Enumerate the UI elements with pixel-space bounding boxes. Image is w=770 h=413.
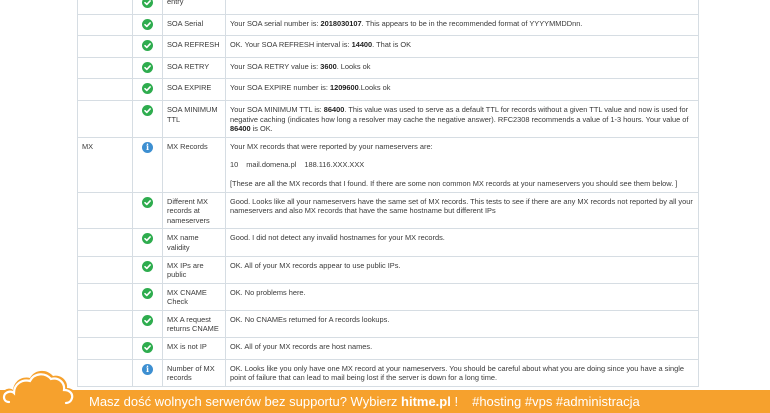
result-value: 2018030107 bbox=[320, 18, 362, 28]
result-text: OK. All of your MX records are host names. bbox=[230, 342, 373, 352]
result-fragment: OK. Your SOA REFRESH interval is: bbox=[230, 40, 352, 50]
status-cell bbox=[133, 256, 163, 283]
test-result bbox=[226, 338, 699, 360]
test-result bbox=[226, 0, 699, 14]
dns-report-table bbox=[77, 0, 699, 387]
result-text bbox=[230, 83, 694, 93]
status-cell bbox=[133, 359, 163, 386]
mx-host: mail.domena.pl bbox=[246, 160, 297, 170]
result-value: 86400 bbox=[230, 124, 251, 134]
test-name: MX is not IP bbox=[163, 338, 226, 360]
result-fragment: . Looks ok bbox=[336, 61, 371, 71]
result-fragment: Your SOA RETRY value is: bbox=[230, 61, 321, 71]
status-cell bbox=[133, 57, 163, 79]
report-rows bbox=[78, 0, 699, 386]
test-name: SOA EXPIRE bbox=[163, 79, 226, 101]
result-fragment: .Looks ok bbox=[358, 83, 391, 93]
table-row bbox=[78, 359, 699, 386]
status-cell bbox=[133, 36, 163, 58]
result-text: OK. No CNAMEs returned for A records lookups. bbox=[230, 314, 390, 324]
banner-tags: #hosting #vps #administracja bbox=[472, 394, 640, 409]
result-fragment: . This appears to be in the recommended format of YYYYMMDDnn. bbox=[361, 18, 583, 28]
test-name: Number of MX records bbox=[163, 359, 226, 386]
check-icon bbox=[142, 62, 153, 73]
result-text: OK. All of your MX records appear to use public IPs. bbox=[230, 260, 401, 270]
result-text: OK. Looks like you only have one MX record at your nameservers. You should be careful about what you are doing since you have a single point of failure that can lead to mail being lost if the server is down for a long time. bbox=[230, 363, 684, 383]
status-cell bbox=[133, 192, 163, 229]
test-name: entry bbox=[163, 0, 226, 14]
table-row bbox=[78, 57, 699, 79]
result-text bbox=[230, 62, 694, 72]
test-result bbox=[226, 14, 699, 36]
test-name: SOA MINIMUM TTL bbox=[163, 100, 226, 137]
result-fragment: is OK. bbox=[250, 124, 273, 134]
check-icon bbox=[142, 83, 153, 94]
result-fragment: Your SOA EXPIRE number is: bbox=[230, 83, 330, 93]
banner-after: ! bbox=[450, 394, 459, 409]
category-cell bbox=[78, 36, 133, 58]
check-icon bbox=[142, 342, 153, 353]
mx-record bbox=[230, 160, 694, 170]
test-result bbox=[226, 79, 699, 101]
status-cell bbox=[133, 0, 163, 14]
table-row bbox=[78, 229, 699, 256]
category-cell bbox=[78, 229, 133, 256]
result-text: Good. Looks like all your nameservers have the same set of MX records. This tests to see if there are any MX records not reported by all your nameservers and also MX records that have the same hostname but different IPs bbox=[230, 196, 693, 216]
status-cell bbox=[133, 338, 163, 360]
cloud-icon bbox=[0, 362, 78, 413]
category-cell bbox=[78, 192, 133, 229]
table-row bbox=[78, 310, 699, 337]
test-name: MX CNAME Check bbox=[163, 283, 226, 310]
test-result bbox=[226, 310, 699, 337]
mx-note: [These are all the MX records that I found. If there are some non common MX records at your nameservers you should see them below. ] bbox=[230, 178, 678, 188]
table-row bbox=[78, 338, 699, 360]
result-text: OK. No problems here. bbox=[230, 287, 306, 297]
category-cell bbox=[78, 256, 133, 283]
result-fragment: . This value was used to serve as a default TTL for records without a given TTL value and now is used for negative caching (indicates how long a resolver may cache the negative answer). RFC2308 recommends a value of 1-3 hours. Your value of bbox=[230, 104, 689, 124]
result-value: 14400 bbox=[351, 40, 373, 50]
category-cell: MX bbox=[78, 137, 133, 192]
result-text bbox=[230, 40, 694, 50]
check-icon bbox=[142, 261, 153, 272]
test-result bbox=[226, 256, 699, 283]
test-result bbox=[226, 36, 699, 58]
result-fragment: Your SOA serial number is: bbox=[230, 18, 321, 28]
category-cell bbox=[78, 57, 133, 79]
category-cell bbox=[78, 338, 133, 360]
mx-ip: 188.116.XXX.XXX bbox=[304, 160, 365, 170]
check-icon bbox=[142, 197, 153, 208]
result-fragment: . That is OK bbox=[372, 40, 412, 50]
status-cell bbox=[133, 79, 163, 101]
category-cell bbox=[78, 0, 133, 14]
mx-intro: Your MX records that were reported by your nameservers are: bbox=[230, 141, 433, 151]
result-value: 86400 bbox=[323, 104, 345, 114]
status-cell bbox=[133, 100, 163, 137]
status-cell bbox=[133, 283, 163, 310]
result-text bbox=[230, 19, 694, 29]
category-cell bbox=[78, 310, 133, 337]
table-row bbox=[78, 36, 699, 58]
check-icon bbox=[142, 40, 153, 51]
test-result bbox=[226, 137, 699, 192]
status-cell bbox=[133, 14, 163, 36]
result-value: 1209600 bbox=[329, 83, 359, 93]
test-name: MX A request returns CNAME bbox=[163, 310, 226, 337]
banner-brand[interactable]: hitme.pl bbox=[401, 394, 451, 409]
table-row bbox=[78, 14, 699, 36]
status-cell bbox=[133, 137, 163, 192]
check-icon bbox=[142, 288, 153, 299]
test-name: SOA Serial bbox=[163, 14, 226, 36]
check-icon bbox=[142, 19, 153, 30]
mx-priority: 10 bbox=[230, 160, 239, 170]
table-row bbox=[78, 283, 699, 310]
check-icon bbox=[142, 315, 153, 326]
check-icon bbox=[142, 105, 153, 116]
category-cell bbox=[78, 100, 133, 137]
test-name: SOA REFRESH bbox=[163, 36, 226, 58]
promo-banner-text[interactable] bbox=[89, 393, 769, 411]
test-result bbox=[226, 57, 699, 79]
table-row bbox=[78, 100, 699, 137]
check-icon bbox=[142, 233, 153, 244]
result-value: 3600 bbox=[320, 61, 337, 71]
status-cell bbox=[133, 310, 163, 337]
test-name: MX name validity bbox=[163, 229, 226, 256]
result-text: Good. I did not detect any invalid hostnames for your MX records. bbox=[230, 233, 445, 243]
table-row bbox=[78, 256, 699, 283]
check-icon bbox=[142, 0, 153, 8]
table-row bbox=[78, 79, 699, 101]
category-cell bbox=[78, 359, 133, 386]
category-cell bbox=[78, 14, 133, 36]
table-row bbox=[78, 192, 699, 229]
banner-lead: Masz dość wolnych serwerów bez supportu? Wybierz bbox=[89, 394, 402, 409]
table-row bbox=[78, 137, 699, 192]
test-name: MX Records bbox=[163, 137, 226, 192]
status-cell bbox=[133, 229, 163, 256]
table-row bbox=[78, 0, 699, 14]
info-icon: i bbox=[142, 142, 153, 153]
test-name: MX IPs are public bbox=[163, 256, 226, 283]
test-result bbox=[226, 283, 699, 310]
result-text bbox=[230, 105, 694, 134]
result-fragment: Your SOA MINIMUM TTL is: bbox=[230, 104, 324, 114]
test-result bbox=[226, 100, 699, 137]
test-result bbox=[226, 359, 699, 386]
test-result bbox=[226, 192, 699, 229]
test-name: Different MX records at nameservers bbox=[163, 192, 226, 229]
category-cell bbox=[78, 283, 133, 310]
category-cell bbox=[78, 79, 133, 101]
test-result bbox=[226, 229, 699, 256]
info-icon: i bbox=[142, 364, 153, 375]
test-name: SOA RETRY bbox=[163, 57, 226, 79]
